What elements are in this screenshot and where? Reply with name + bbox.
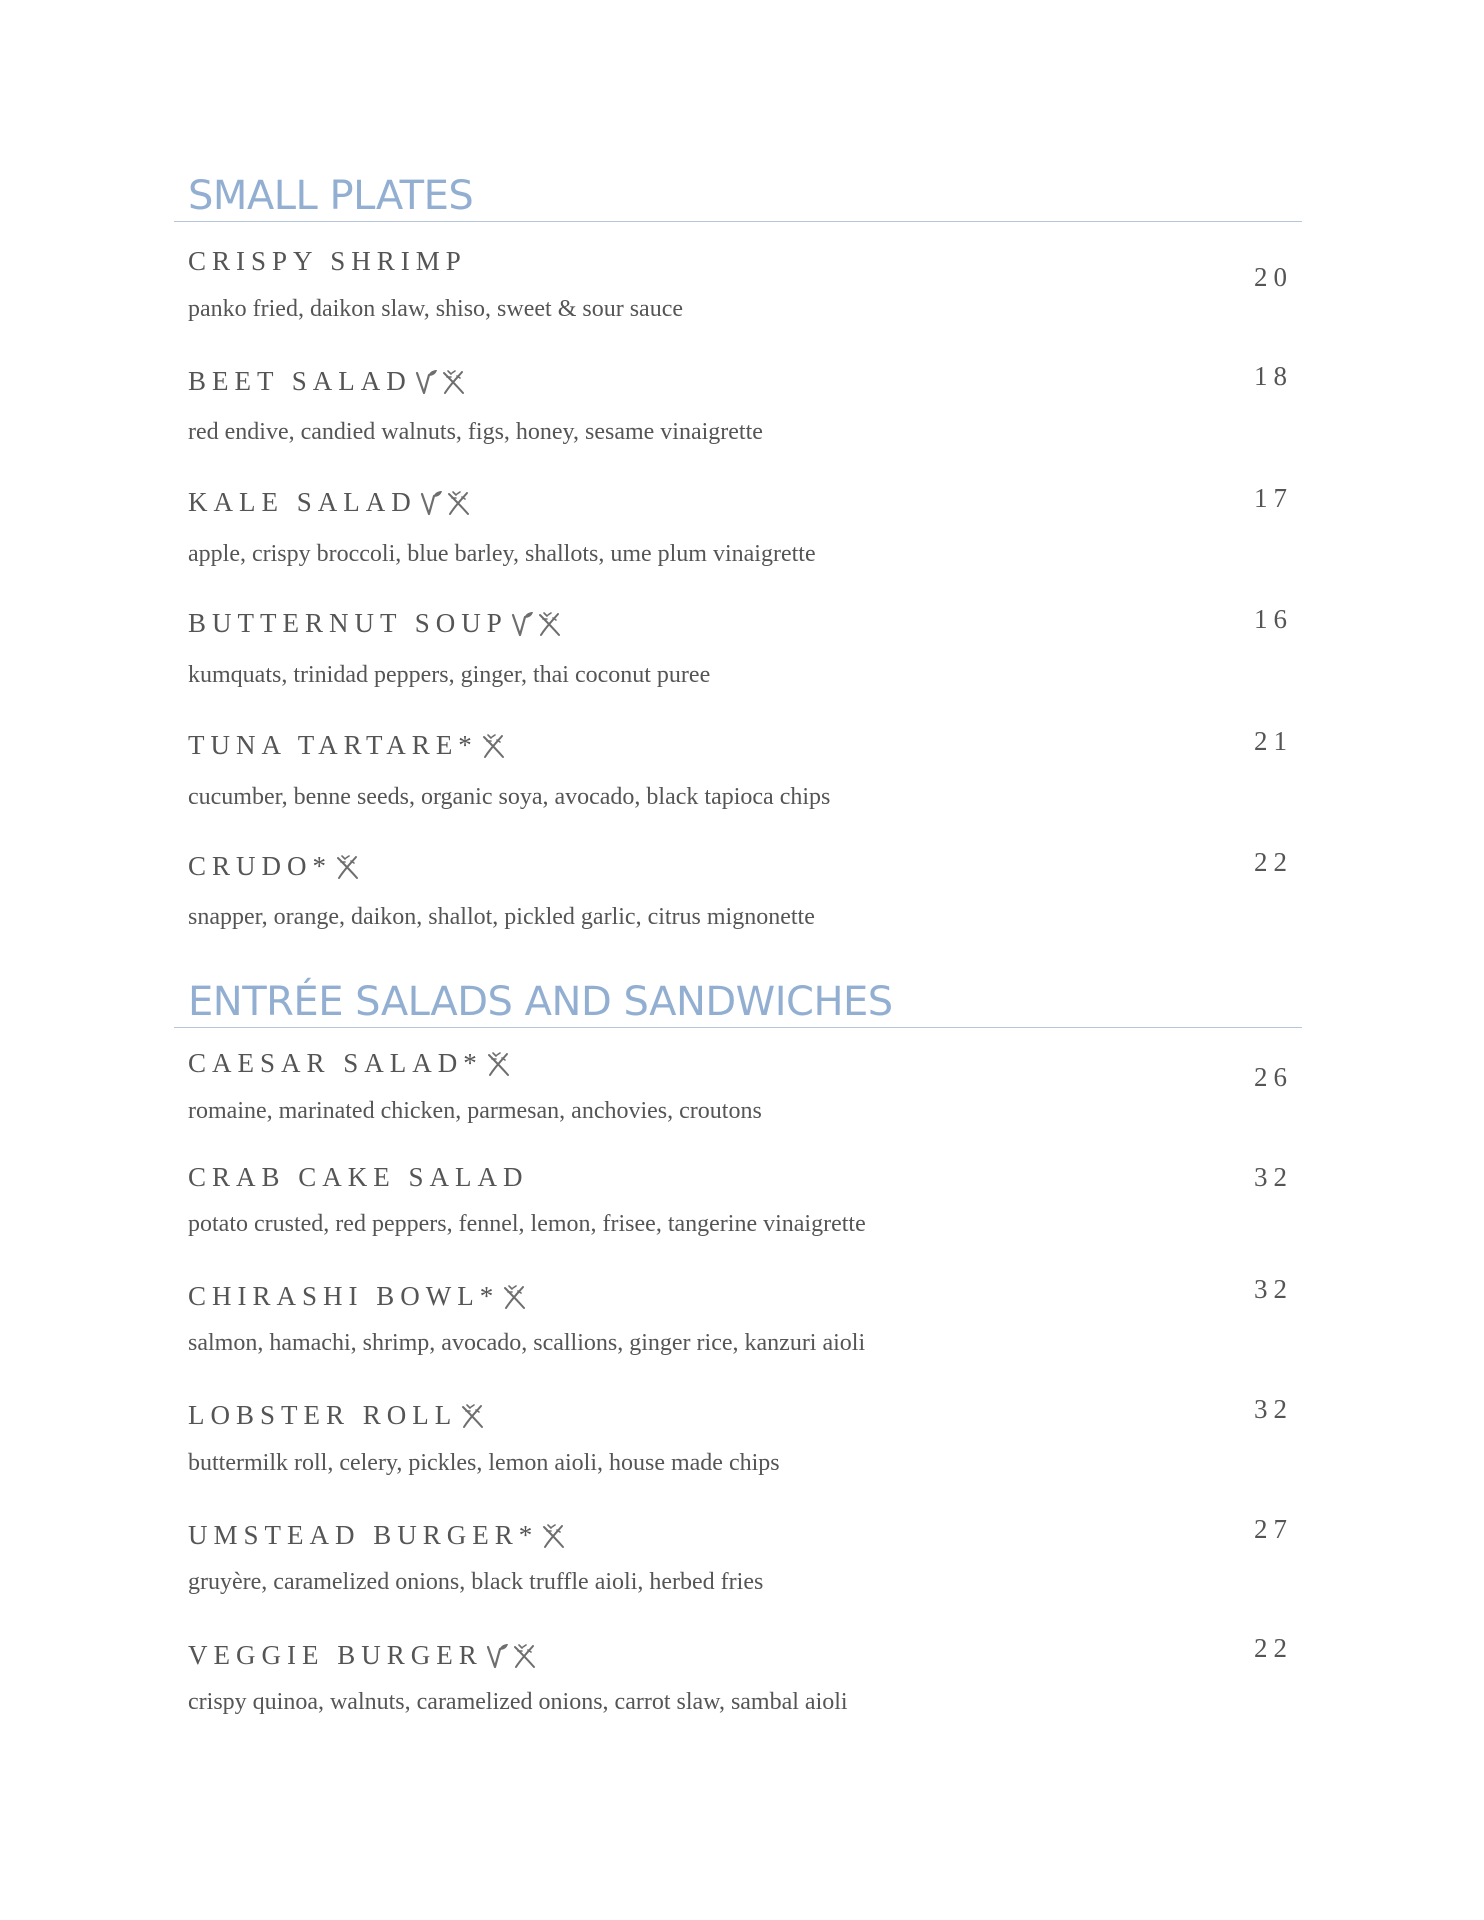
menu-item-description: apple, crispy broccoli, blue barley, shallots, ume plum vinaigrette: [188, 541, 816, 567]
menu-item-name: [188, 1048, 511, 1079]
menu-item-name: [188, 1162, 529, 1193]
vegetarian-icon: [485, 1641, 511, 1671]
menu-item-description: red endive, candied walnuts, figs, honey, sesame vinaigrette: [188, 419, 763, 445]
gluten-free-icon: [540, 1521, 566, 1551]
vegetarian-icon: [510, 609, 536, 639]
menu-item-name: [188, 246, 467, 277]
menu-item-price: 21: [1254, 726, 1293, 756]
gluten-free-icon: [536, 609, 562, 639]
vegetarian-icon: [414, 367, 440, 397]
menu-item-name: [188, 487, 471, 518]
menu-item-name-text: BUTTERNUT SOUP: [188, 608, 508, 638]
menu-item-name: [188, 1281, 527, 1312]
menu-item-name: [188, 730, 506, 761]
dietary-icons: [459, 1401, 485, 1431]
menu-item-name: [188, 1520, 566, 1551]
menu-item-description: kumquats, trinidad peppers, ginger, thai coconut puree: [188, 662, 711, 688]
menu-item-description: crispy quinoa, walnuts, caramelized onions, carrot slaw, sambal aioli: [188, 1689, 848, 1715]
gluten-free-icon: [501, 1282, 527, 1312]
menu-item-price: 32: [1254, 1274, 1293, 1304]
menu-item-name-text: KALE SALAD: [188, 487, 417, 517]
menu-item-price: 32: [1254, 1162, 1293, 1192]
section-entree-salads-sandwiches: [174, 978, 1302, 1028]
dietary-icons: [485, 1641, 537, 1671]
menu-item-description: cucumber, benne seeds, organic soya, avocado, black tapioca chips: [188, 784, 831, 810]
menu-item-name-text: UMSTEAD BURGER*: [188, 1520, 539, 1550]
dietary-icons: [510, 609, 562, 639]
vegetarian-icon: [419, 488, 445, 518]
menu-item-description: salmon, hamachi, shrimp, avocado, scallions, ginger rice, kanzuri aioli: [188, 1330, 866, 1356]
gluten-free-icon: [334, 852, 360, 882]
menu-item-price: 16: [1254, 604, 1293, 634]
dietary-icons: [501, 1282, 527, 1312]
menu-item-name-text: BEET SALAD: [188, 366, 412, 396]
section-divider: [174, 221, 1302, 222]
menu-item-price: 22: [1254, 847, 1293, 877]
menu-item-description: romaine, marinated chicken, parmesan, anchovies, croutons: [188, 1098, 762, 1124]
dietary-icons: [485, 1049, 511, 1079]
dietary-icons: [414, 367, 466, 397]
gluten-free-icon: [445, 488, 471, 518]
menu-item-price: 27: [1254, 1514, 1293, 1544]
menu-item-name-text: CRAB CAKE SALAD: [188, 1162, 529, 1192]
section-title: SMALL PLATES: [188, 173, 474, 219]
gluten-free-icon: [511, 1641, 537, 1671]
section-small-plates: [174, 172, 1302, 222]
menu-item-price: 26: [1254, 1062, 1293, 1092]
menu-item-description: buttermilk roll, celery, pickles, lemon aioli, house made chips: [188, 1450, 780, 1476]
dietary-icons: [480, 731, 506, 761]
section-divider: [174, 1027, 1302, 1028]
menu-item-name: [188, 608, 562, 639]
menu-item-description: snapper, orange, daikon, shallot, pickled garlic, citrus mignonette: [188, 904, 815, 930]
menu-item-price: 32: [1254, 1394, 1293, 1424]
menu-item-name: [188, 366, 466, 397]
gluten-free-icon: [485, 1049, 511, 1079]
menu-item-price: 22: [1254, 1633, 1293, 1663]
dietary-icons: [334, 852, 360, 882]
menu-item-price: 17: [1254, 483, 1293, 513]
menu-item-name-text: CRISPY SHRIMP: [188, 246, 467, 276]
menu-item-description: potato crusted, red peppers, fennel, lemon, frisee, tangerine vinaigrette: [188, 1211, 866, 1237]
menu-item-name-text: LOBSTER ROLL: [188, 1400, 458, 1430]
menu-item-name-text: CRUDO*: [188, 851, 333, 881]
dietary-icons: [540, 1521, 566, 1551]
gluten-free-icon: [440, 367, 466, 397]
menu-item-description: gruyère, caramelized onions, black truffle aioli, herbed fries: [188, 1569, 764, 1595]
menu-item-name: [188, 1640, 537, 1671]
menu-item-name: [188, 851, 360, 882]
menu-item-price: 20: [1254, 262, 1293, 292]
gluten-free-icon: [480, 731, 506, 761]
dietary-icons: [419, 488, 471, 518]
menu-item-name-text: VEGGIE BURGER: [188, 1640, 483, 1670]
menu-item-name-text: CHIRASHI BOWL*: [188, 1281, 500, 1311]
menu-item-description: panko fried, daikon slaw, shiso, sweet & sour sauce: [188, 296, 683, 322]
menu-item-name: [188, 1400, 485, 1431]
menu-item-price: 18: [1254, 361, 1293, 391]
menu-item-name-text: TUNA TARTARE*: [188, 730, 478, 760]
menu-item-name-text: CAESAR SALAD*: [188, 1048, 483, 1078]
section-title: ENTRÉE SALADS AND SANDWICHES: [188, 979, 893, 1025]
gluten-free-icon: [459, 1401, 485, 1431]
